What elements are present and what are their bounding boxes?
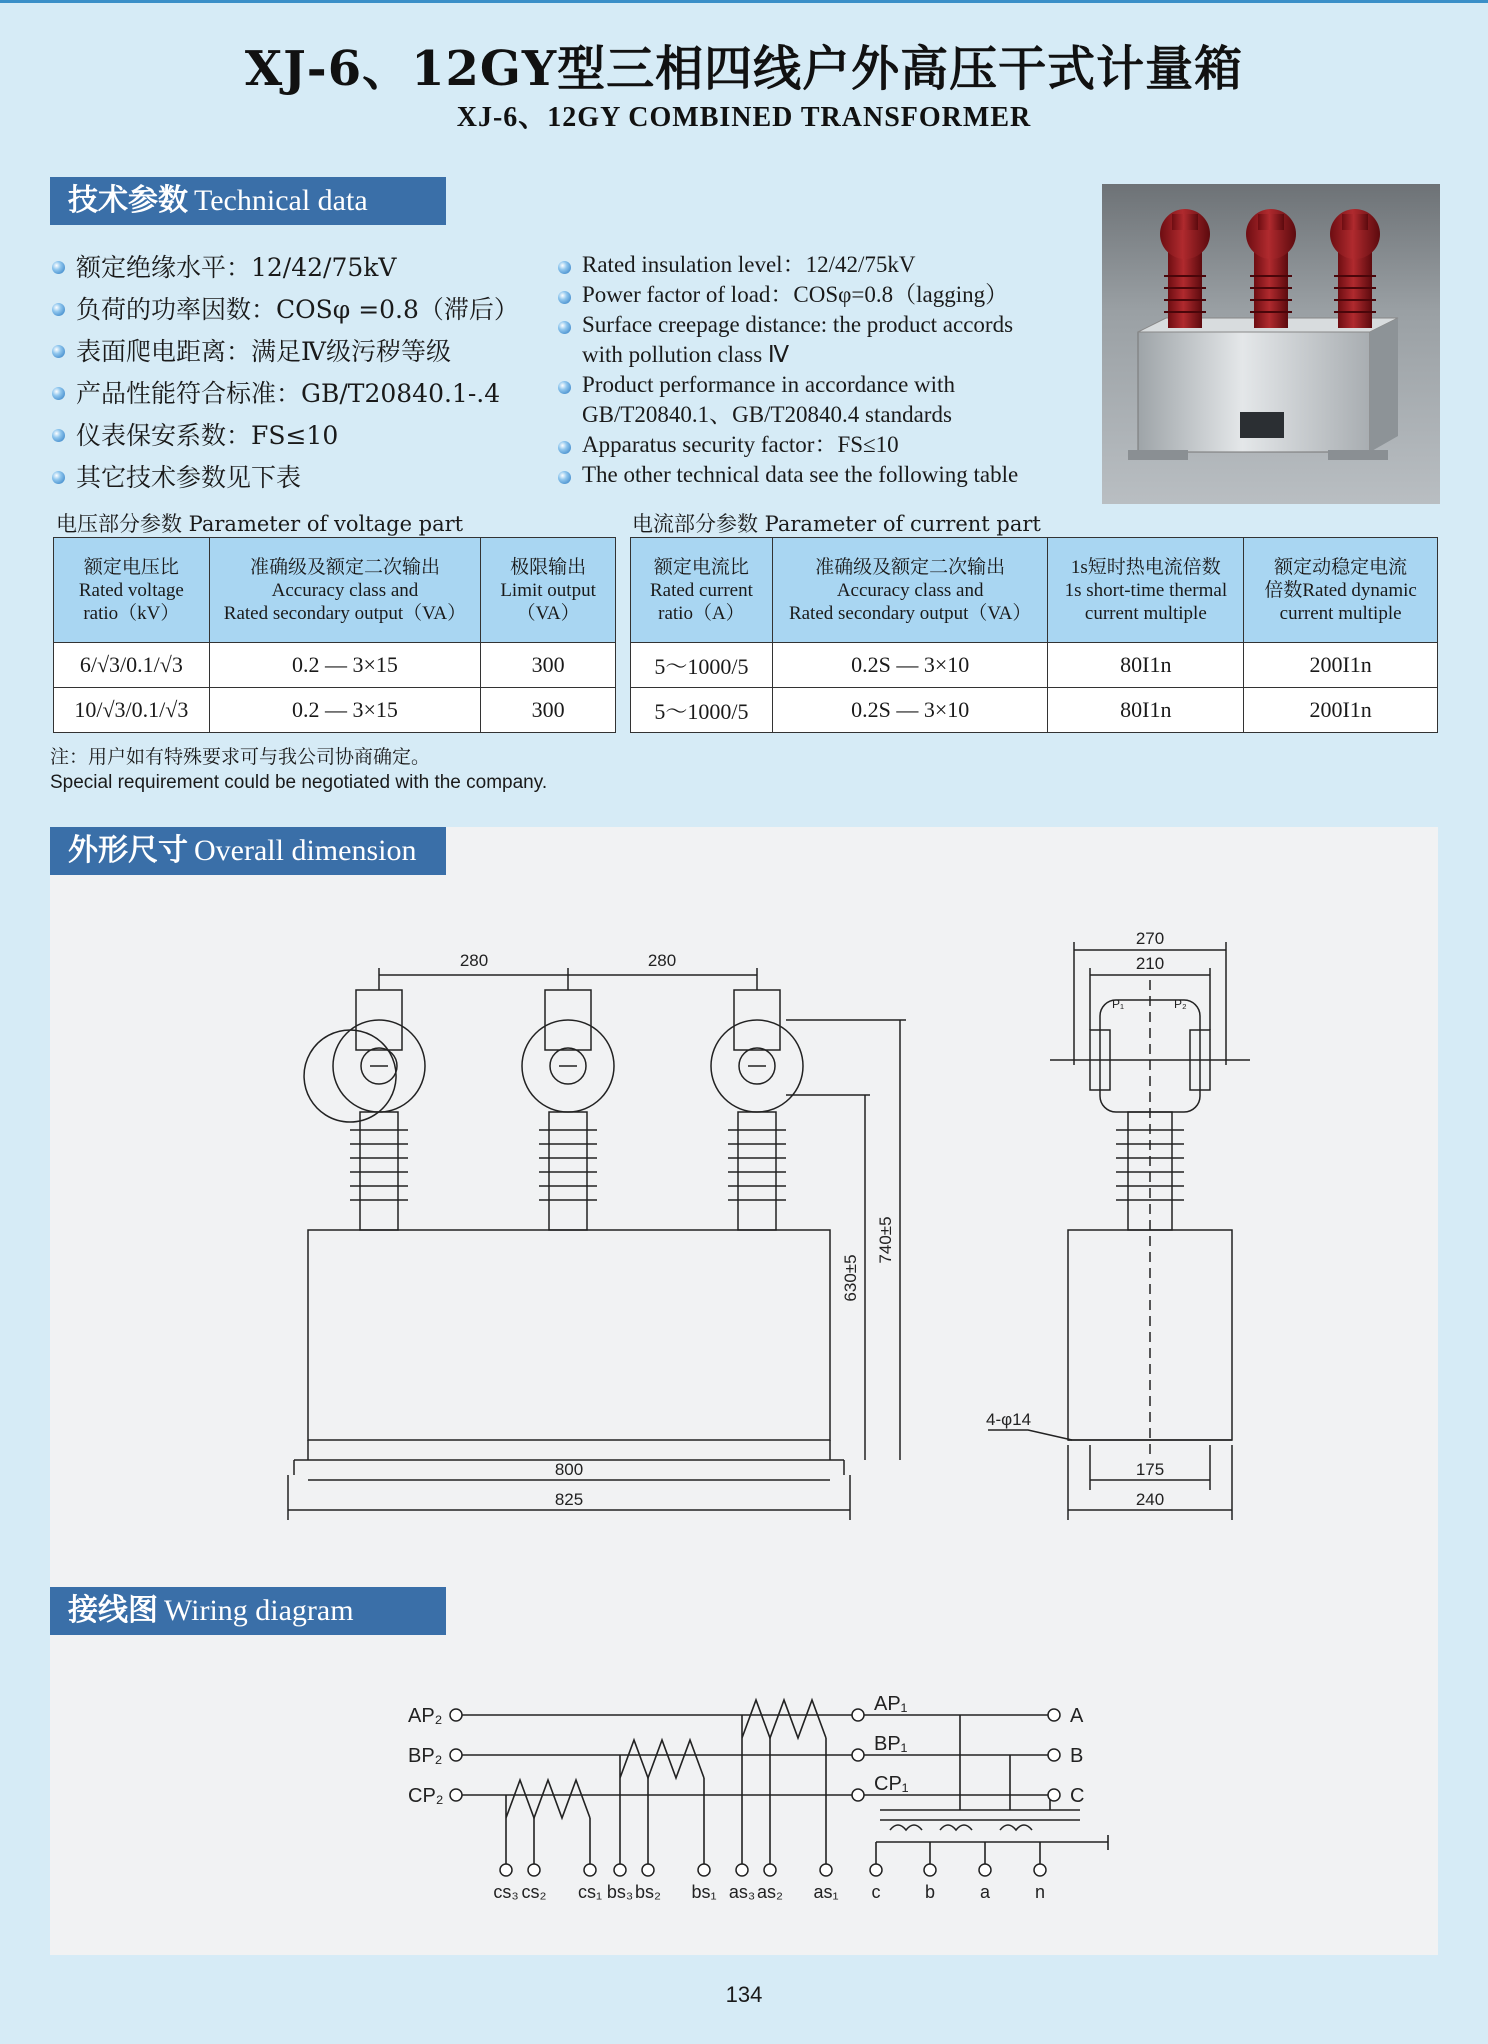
table-row bbox=[54, 688, 616, 733]
terminal-label: n bbox=[1034, 1882, 1046, 1902]
terminal-label: as₁ bbox=[813, 1882, 839, 1902]
dim-label: 4-φ14 bbox=[986, 1410, 1032, 1429]
wiring-diagram bbox=[50, 1670, 1438, 1930]
tech-list-zh bbox=[52, 250, 572, 502]
terminal-label: AP₁ bbox=[874, 1693, 908, 1715]
dim-label: 270 bbox=[1135, 929, 1165, 948]
terminal-label: a bbox=[979, 1882, 991, 1902]
table-header: 额定电压比 Rated voltage ratio（kV） bbox=[54, 538, 210, 643]
list-item: 表面爬电距离：满足Ⅳ级污秽等级 bbox=[52, 334, 572, 376]
note bbox=[50, 745, 547, 795]
table-header: 准确级及额定二次输出 Accuracy class and Rated secondary output（VA） bbox=[772, 538, 1048, 643]
terminal-label: bs₃ bbox=[606, 1882, 634, 1902]
section-header-dimension bbox=[50, 827, 446, 875]
terminal-label: AP₂ bbox=[408, 1705, 443, 1727]
list-item: 其它技术参数见下表 bbox=[52, 460, 572, 502]
top-rule bbox=[0, 0, 1488, 3]
terminal-label: c bbox=[871, 1882, 881, 1902]
dim-label: 240 bbox=[1135, 1490, 1165, 1509]
terminal-label: BP₁ bbox=[874, 1733, 908, 1755]
bullet-icon bbox=[558, 471, 571, 484]
table-cell: 5～1000/5 bbox=[631, 643, 773, 688]
list-item: 负荷的功率因数：COSφ =0.8（滞后） bbox=[52, 292, 572, 334]
terminal-label: bs₂ bbox=[635, 1882, 661, 1902]
table-row bbox=[54, 643, 616, 688]
list-item: Product performance in accordance with GB/T20840.1、GB/T20840.4 standards bbox=[558, 370, 1098, 430]
table-row bbox=[631, 688, 1438, 733]
voltage-table-caption: 电压部分参数 Parameter of voltage part bbox=[56, 512, 464, 536]
list-item: Apparatus security factor：FS≤10 bbox=[558, 430, 1098, 460]
section-header-wiring bbox=[50, 1587, 446, 1635]
terminal-label: bs₁ bbox=[691, 1882, 717, 1902]
dim-label: P₂ bbox=[1174, 997, 1187, 1011]
dim-label: 175 bbox=[1135, 1460, 1165, 1479]
section-title-en: Wiring diagram bbox=[164, 1594, 354, 1627]
dimension-drawing bbox=[50, 880, 1438, 1540]
table-cell: 80I1n bbox=[1048, 688, 1244, 733]
terminal-label: as₂ bbox=[757, 1882, 783, 1902]
table-row bbox=[631, 643, 1438, 688]
table-cell: 200I1n bbox=[1244, 688, 1438, 733]
terminal-label: B bbox=[1070, 1745, 1084, 1767]
table-header: 极限输出 Limit output （VA） bbox=[481, 538, 616, 643]
terminal-label: as₃ bbox=[728, 1882, 756, 1902]
table-cell: 10/√3/0.1/√3 bbox=[54, 688, 210, 733]
bullet-icon bbox=[52, 261, 65, 274]
table-cell: 5～1000/5 bbox=[631, 688, 773, 733]
insulator bbox=[522, 990, 614, 1230]
page-subtitle: XJ-6、12GY COMBINED TRANSFORMER bbox=[456, 102, 1032, 133]
table-cell: 300 bbox=[481, 643, 616, 688]
list-item: Power factor of load：COSφ=0.8（lagging） bbox=[558, 280, 1098, 310]
section-title-en: Technical data bbox=[194, 184, 368, 217]
table-cell: 0.2 — 3×15 bbox=[209, 688, 480, 733]
current-table bbox=[630, 537, 1438, 733]
dim-label: 800 bbox=[554, 1460, 584, 1479]
bullet-icon bbox=[558, 321, 571, 334]
tech-list-en bbox=[558, 250, 1098, 490]
table-cell: 80I1n bbox=[1048, 643, 1244, 688]
bullet-icon bbox=[52, 303, 65, 316]
table-header: 1s短时热电流倍数 1s short-time thermal current multiple bbox=[1048, 538, 1244, 643]
terminal-label: cs₂ bbox=[521, 1882, 547, 1902]
terminal-label: BP₂ bbox=[408, 1745, 443, 1767]
list-item: 产品性能符合标准：GB/T20840.1-.4 bbox=[52, 376, 572, 418]
bullet-icon bbox=[558, 261, 571, 274]
section-title-zh: 外形尺寸 bbox=[68, 833, 188, 868]
dim-label: 280 bbox=[459, 951, 489, 970]
bullet-icon bbox=[52, 345, 65, 358]
bullet-icon bbox=[558, 291, 571, 304]
section-title-en: Overall dimension bbox=[194, 834, 417, 867]
list-item: 额定绝缘水平：12/42/75kV bbox=[52, 250, 572, 292]
bullet-icon bbox=[558, 381, 571, 394]
dim-label: 825 bbox=[554, 1490, 584, 1509]
page-number: 134 bbox=[725, 1982, 763, 2007]
current-table-caption: 电流部分参数 Parameter of current part bbox=[632, 512, 1041, 536]
table-cell: 0.2 — 3×15 bbox=[209, 643, 480, 688]
note-en: Special requirement could be negotiated with the company. bbox=[50, 772, 548, 793]
table-cell: 6/√3/0.1/√3 bbox=[54, 643, 210, 688]
terminal-label: CP₁ bbox=[874, 1773, 909, 1795]
list-item: Surface creepage distance: the product accords with pollution class Ⅳ bbox=[558, 310, 1098, 370]
table-cell: 300 bbox=[481, 688, 616, 733]
table-cell: 200I1n bbox=[1244, 643, 1438, 688]
voltage-table bbox=[53, 537, 616, 733]
insulator bbox=[711, 990, 803, 1230]
table-header: 额定动稳定电流 倍数Rated dynamic current multiple bbox=[1244, 538, 1438, 643]
section-title-zh: 技术参数 bbox=[68, 183, 188, 218]
bullet-icon bbox=[52, 387, 65, 400]
note-zh: 注：用户如有特殊要求可与我公司协商确定。 bbox=[50, 747, 431, 768]
terminal-label: A bbox=[1070, 1705, 1084, 1727]
list-item: Rated insulation level：12/42/75kV bbox=[558, 250, 1098, 280]
bullet-icon bbox=[52, 429, 65, 442]
page-title: XJ-6、12GY型三相四线户外高压干式计量箱 bbox=[244, 41, 1244, 97]
bullet-icon bbox=[558, 441, 571, 454]
dim-label: 280 bbox=[647, 951, 677, 970]
list-item: The other technical data see the following table bbox=[558, 460, 1098, 490]
table-cell: 0.2S — 3×10 bbox=[772, 688, 1048, 733]
terminal-label: cs₃ bbox=[493, 1882, 519, 1902]
dim-label: 630±5 bbox=[841, 1254, 860, 1302]
bullet-icon bbox=[52, 471, 65, 484]
product-photo bbox=[1102, 184, 1440, 504]
dim-label: 210 bbox=[1135, 954, 1165, 973]
section-header-technical bbox=[50, 177, 446, 225]
section-title-zh: 接线图 bbox=[68, 1593, 158, 1628]
list-item: 仪表保安系数：FS≤10 bbox=[52, 418, 572, 460]
terminal-label: C bbox=[1070, 1785, 1085, 1807]
terminal-label: CP₂ bbox=[408, 1785, 444, 1807]
dim-label: 740±5 bbox=[876, 1216, 895, 1264]
table-header: 准确级及额定二次输出 Accuracy class and Rated secondary output（VA） bbox=[209, 538, 480, 643]
table-cell: 0.2S — 3×10 bbox=[772, 643, 1048, 688]
terminal-label: b bbox=[924, 1882, 936, 1902]
table-header: 额定电流比 Rated current ratio（A） bbox=[631, 538, 773, 643]
dim-label: P₁ bbox=[1112, 997, 1125, 1011]
terminal-label: cs₁ bbox=[577, 1882, 603, 1902]
